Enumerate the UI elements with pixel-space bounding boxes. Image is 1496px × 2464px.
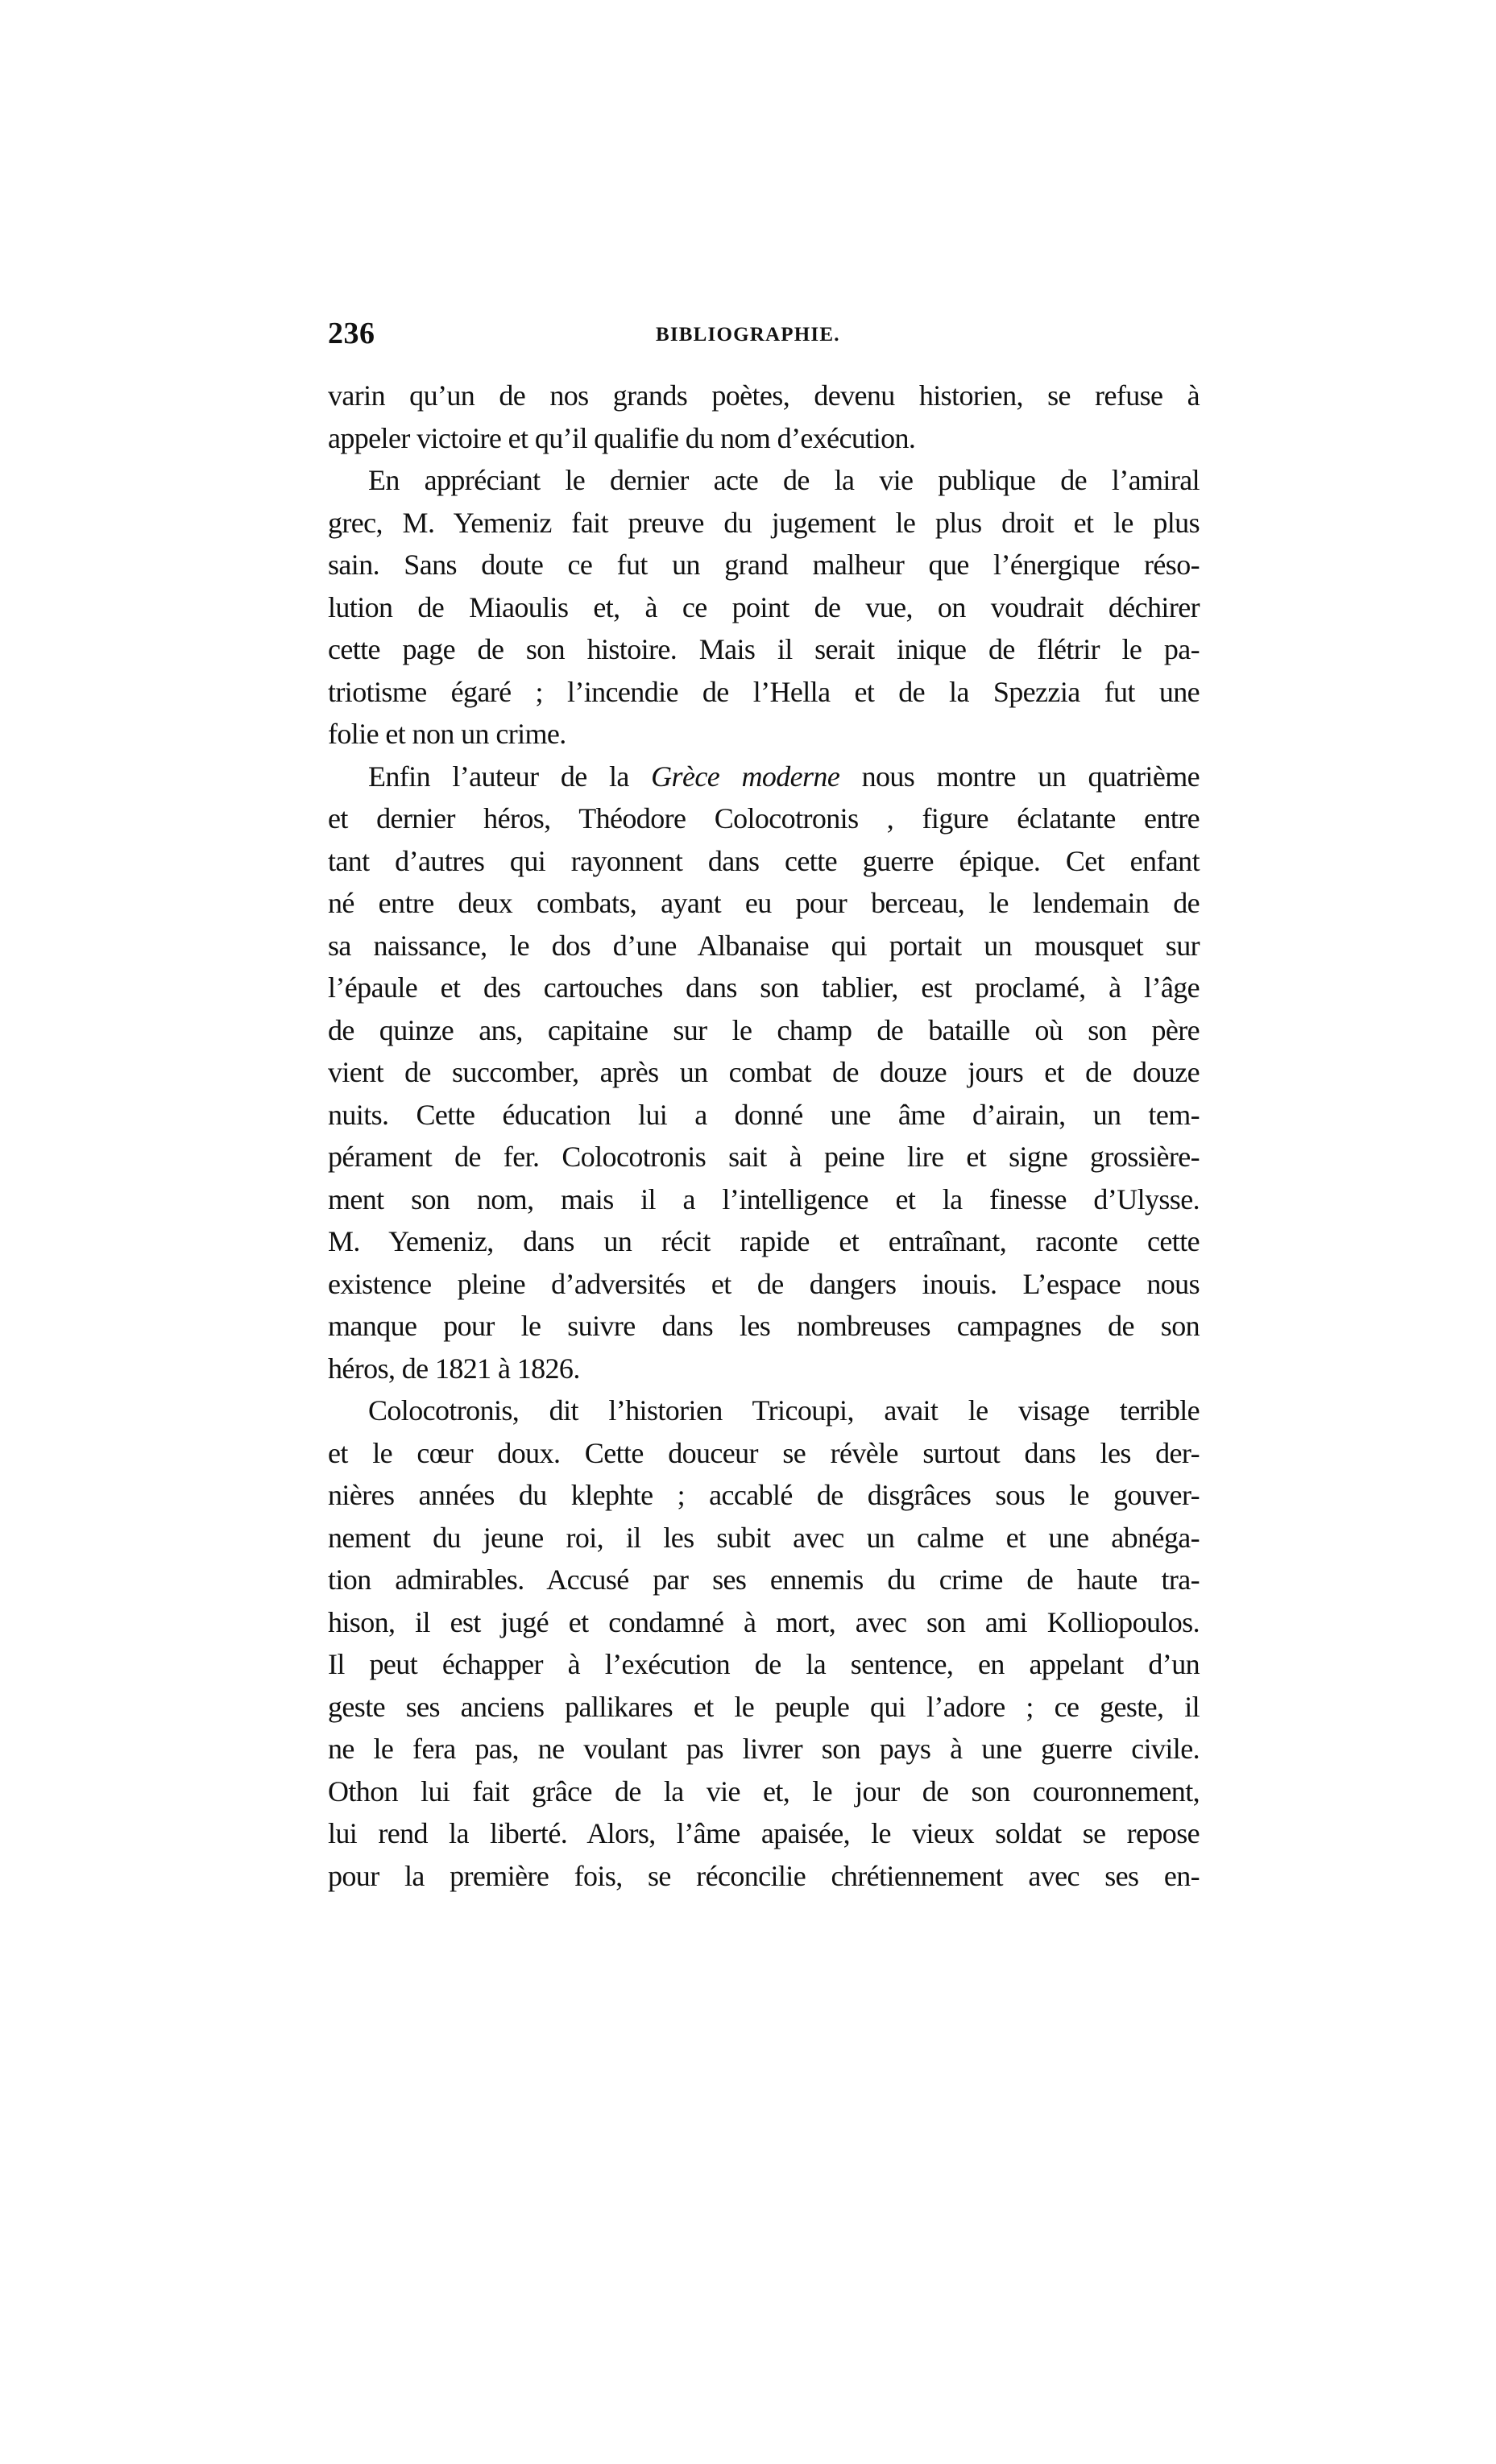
text-line: nement du jeune roi, il les subit avec un calme et une abnéga-: [328, 1521, 1200, 1554]
text-line: tion admirables. Accusé par ses ennemis du crime de haute tra-: [328, 1563, 1200, 1596]
text-line: lution de Miaoulis et, à ce point de vue, on voudrait déchirer: [328, 590, 1200, 623]
text-line: sain. Sans doute ce fut un grand malheur que l’énergique réso-: [328, 549, 1200, 581]
text-line: tant d’autres qui rayonnent dans cette guerre épique. Cet enfant: [328, 844, 1200, 877]
text-line: pour la première fois, se réconcilie chrétiennement avec ses en-: [328, 1859, 1200, 1892]
running-head: [328, 316, 1200, 351]
text-line: ne le fera pas, ne voulant pas livrer son pays à une guerre civile.: [328, 1733, 1200, 1765]
text-line: hison, il est jugé et condamné à mort, avec son ami Kolliopoulos.: [328, 1605, 1200, 1638]
text-line: nuits. Cette éducation lui a donné une âme d’airain, un tem-: [328, 1098, 1200, 1131]
text-line: M. Yemeniz, dans un récit rapide et entraînant, raconte cette: [328, 1225, 1200, 1257]
body-text: [328, 375, 1200, 1897]
text-line: triotisme égaré ; l’incendie de l’Hella et de la Spezzia fut une: [328, 675, 1200, 708]
text-line: ment son nom, mais il a l’intelligence et la finesse d’Ulysse.: [328, 1182, 1200, 1215]
text-line: vient de succomber, après un combat de douze jours et de douze: [328, 1056, 1200, 1088]
text-line: folie et non un crime.: [328, 718, 566, 750]
text-line: manque pour le suivre dans les nombreuses campagnes de son: [328, 1310, 1200, 1342]
text-line: et le cœur doux. Cette douceur se révèle surtout dans les der-: [328, 1436, 1200, 1469]
text-line: geste ses anciens pallikares et le peuple qui l’adore ; ce geste, il: [328, 1690, 1200, 1723]
text-line: Il peut échapper à l’exécution de la sentence, en appelant d’un: [328, 1648, 1200, 1680]
text-line: de quinze ans, capitaine sur le champ de bataille où son père: [328, 1013, 1200, 1046]
text-line: pérament de fer. Colocotronis sait à peine lire et signe grossière-: [328, 1141, 1200, 1173]
text-line: grec, M. Yemeniz fait preuve du jugement le plus droit et le plus: [328, 506, 1200, 539]
text-line: né entre deux combats, ayant eu pour berceau, le lendemain de: [328, 887, 1200, 919]
running-title: BIBLIOGRAPHIE.: [656, 324, 840, 346]
text-segment: Enfin l’auteur de la: [368, 760, 652, 793]
page-number: 236: [328, 317, 375, 350]
text-line: En appréciant le dernier acte de la vie publique de l’amiral: [368, 464, 1200, 496]
text-line: l’épaule et des cartouches dans son tablier, est proclamé, à l’âge: [328, 971, 1200, 1004]
text-line: héros, de 1821 à 1826.: [328, 1352, 580, 1385]
text-line: appeler victoire et qu’il qualifie du nom d’exécution.: [328, 421, 916, 454]
text-segment: nous montre un quatrième: [839, 760, 1200, 793]
text-line: varin qu’un de nos grands poètes, devenu historien, se refuse à: [328, 379, 1200, 412]
text-line: sa naissance, le dos d’une Albanaise qui portait un mousquet sur: [328, 929, 1200, 962]
text-line: Othon lui fait grâce de la vie et, le jour de son couronnement,: [328, 1774, 1200, 1808]
text-line: lui rend la liberté. Alors, l’âme apaisée, le vieux soldat se repose: [328, 1817, 1200, 1849]
text-line: existence pleine d’adversités et de dangers inouis. L’espace nous: [328, 1267, 1200, 1300]
book-title-italic: Grèce moderne: [651, 760, 840, 793]
text-line: [328, 756, 1200, 798]
text-line: cette page de son histoire. Mais il serait inique de flétrir le pa-: [328, 633, 1200, 665]
text-line: nières années du klephte ; accablé de disgrâces sous le gouver-: [328, 1479, 1200, 1511]
text-line: Colocotronis, dit l’historien Tricoupi, avait le visage terrible: [368, 1394, 1200, 1427]
text-line: et dernier héros, Théodore Colocotronis , figure éclatante entre: [328, 802, 1200, 834]
